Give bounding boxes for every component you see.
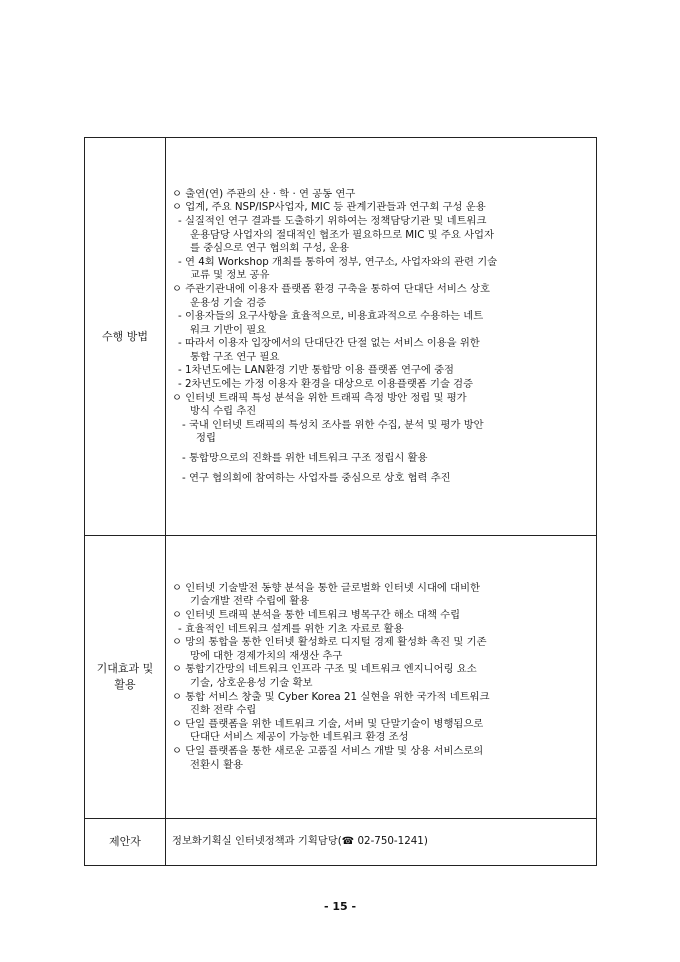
proposer-content [166,819,597,866]
method-line: - 2차년도에는 가정 이용자 환경을 대상으로 이용플랫폼 기술 검증 [178,378,474,391]
proposer-text: 정보화기획실 인터넷정책과 기획담당( [172,835,342,848]
method-line: ㅇ 업계, 주요 NSP/ISP사업자, MIC 등 관계기관들과 연구회 구성 운용 [172,201,486,214]
effect-line: ㅇ 통합 서비스 창출 및 Cyber Korea 21 실현을 위한 국가적 네트워크 [172,690,490,703]
method-line: ㅇ 인터넷 트래픽 특성 분석을 위한 트래픽 측정 방안 정립 및 평가 [172,391,467,404]
effect-line: ㅇ 망의 통합을 통한 인터넷 활성화로 디지털 경제 활성화 촉진 및 기존 [172,636,487,649]
effect-line: - 효율적인 네트워크 설계를 위한 기초 자료로 활용 [178,622,404,635]
method-line: ㅇ 주관기관내에 이용자 플랫폼 환경 구축을 통하여 단대단 서비스 상호 [172,282,490,295]
method-line: 방식 수립 추진 [190,405,257,418]
method-line: 를 중심으로 연구 협의회 구성, 운용 [190,242,349,255]
method-line: - 실질적인 연구 결과를 도출하기 위하여는 정책담당기관 및 네트워크 [178,214,487,227]
document-table [84,137,597,866]
row-effect [85,536,597,819]
row-method [85,138,597,536]
effect-line: ㅇ 인터넷 기술발전 동향 분석을 통한 글로벌화 인터넷 시대에 대비한 [172,581,480,594]
method-line: - 이용자들의 요구사항을 효율적으로, 비용효과적으로 수용하는 네트 [178,310,484,323]
effect-line: 기술, 상호운용성 기술 확보 [190,677,313,689]
telephone-icon: ☎ [341,836,355,848]
effect-line: 기술개발 전략 수립에 활용 [190,595,310,608]
effect-label-line2: 활용 [114,678,136,691]
method-label: 수행 방법 [85,138,166,536]
row-proposer [85,819,597,866]
method-line: - 따라서 이용자 입장에서의 단대단간 단절 없는 서비스 이용을 위한 [178,337,480,350]
effect-line: ㅇ 통합기간망의 네트워크 인프라 구조 및 네트워크 엔지니어링 요소 [172,663,477,676]
method-line: 정립 [196,432,216,445]
method-line: - 연 4회 Workshop 개최를 통하여 정부, 연구소, 사업자와의 관련 기술 [178,255,498,268]
proposer-phone: 02-750-1241) [354,835,428,848]
method-line: - 국내 인터넷 트래픽의 특성치 조사를 위한 수집, 분석 및 평가 방안 [182,418,484,431]
method-line: - 연구 협의회에 참여하는 사업자를 중심으로 상호 협력 추진 [182,471,451,484]
method-content [166,138,597,536]
method-line: - 통합망으로의 진화를 위한 네트워크 구조 정립시 활용 [182,452,428,465]
method-line: 교류 및 정보 공유 [190,269,270,282]
method-line: 통합 구조 연구 필요 [190,350,280,363]
page-number: - 15 - [323,900,357,913]
effect-line: ㅇ 단일 플랫폼을 통한 새로운 고품질 서비스 개발 및 상용 서비스로의 [172,744,484,757]
method-line: 운용성 기술 검증 [190,296,267,309]
effect-line: 전환시 활용 [190,758,244,771]
method-line: 운용담당 사업자의 절대적인 협조가 필요하므로 MIC 및 주요 사업자 [190,228,494,241]
method-line: 워크 기반이 필요 [190,323,267,336]
effect-content [166,536,597,819]
method-line: - 1차년도에는 LAN환경 기반 통합망 이용 플랫폼 연구에 중점 [178,364,454,377]
effect-line: 망에 대한 경제가치의 재생산 추구 [190,649,343,662]
effect-line: 진화 전략 수립 [190,704,257,717]
method-line: ㅇ 출연(연) 주관의 산 · 학 · 연 공동 연구 [172,187,356,200]
effect-line: ㅇ 단일 플랫폼을 위한 네트워크 기술, 서버 및 단말기술이 병행됨으로 [172,717,484,730]
effect-label-line1: 기대효과 및 [96,662,154,675]
effect-line: 단대단 서비스 제공이 가능한 네트워크 환경 조성 [190,731,409,744]
effect-label [85,536,166,819]
proposer-label: 제안자 [85,819,166,866]
effect-line: ㅇ 인터넷 트래픽 분석을 통한 네트워크 병목구간 해소 대책 수립 [172,609,461,622]
